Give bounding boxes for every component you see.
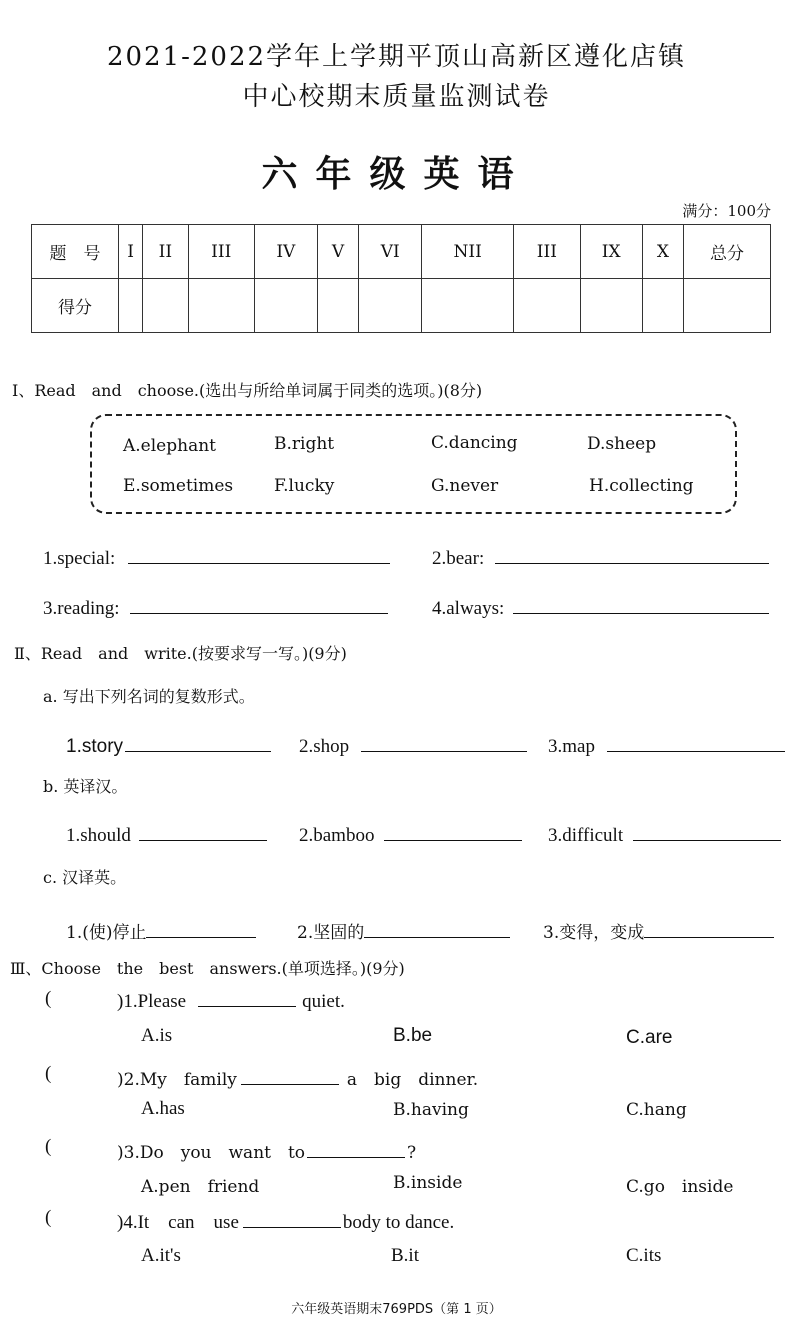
section-3-heading: Ⅲ、Choose the best answers.(单项选择。)(9分) bbox=[10, 959, 405, 978]
s3-question-2: )2.My family a big dinner. bbox=[117, 1065, 478, 1090]
score-cell[interactable] bbox=[254, 279, 317, 333]
col-10: X bbox=[642, 225, 683, 279]
score-cell[interactable] bbox=[684, 279, 771, 333]
option-c: C.dancing bbox=[431, 433, 518, 453]
answer-blank[interactable] bbox=[513, 595, 769, 614]
s2c-item-2: 2.坚固的 bbox=[297, 918, 510, 943]
answer-blank[interactable] bbox=[128, 545, 390, 564]
answer-blank[interactable] bbox=[495, 545, 769, 564]
options-box bbox=[90, 414, 737, 514]
paren: ( bbox=[45, 1207, 52, 1228]
part-b-label: b. 英译汉。 bbox=[43, 777, 128, 796]
score-cell[interactable] bbox=[422, 279, 514, 333]
col-5: V bbox=[317, 225, 359, 279]
option-h: H.collecting bbox=[589, 476, 694, 496]
q4-option-c[interactable]: C.its bbox=[626, 1245, 662, 1266]
main-title: 六年级英语 bbox=[261, 153, 532, 195]
answer-blank[interactable] bbox=[146, 919, 256, 938]
table-header-label: 题 号 bbox=[32, 225, 119, 279]
answer-blank[interactable] bbox=[241, 1066, 339, 1085]
col-1: I bbox=[119, 225, 143, 279]
answer-blank[interactable] bbox=[644, 919, 774, 938]
score-cell[interactable] bbox=[119, 279, 143, 333]
option-d: D.sheep bbox=[587, 434, 657, 454]
answer-blank[interactable] bbox=[198, 988, 296, 1007]
col-9: IX bbox=[580, 225, 642, 279]
s1-question-4: 4.always: bbox=[432, 595, 769, 620]
col-7: NII bbox=[422, 225, 514, 279]
score-cell[interactable] bbox=[317, 279, 359, 333]
option-a: A.elephant bbox=[123, 436, 216, 456]
title-line-1: 2021-2022学年上学期平顶山高新区遵化店镇 bbox=[106, 42, 687, 72]
score-cell[interactable] bbox=[514, 279, 580, 333]
answer-blank[interactable] bbox=[130, 595, 388, 614]
option-b: B.right bbox=[274, 434, 335, 454]
s2c-item-1: 1.(使)停止 bbox=[66, 918, 256, 943]
paren: ( bbox=[45, 988, 52, 1009]
s2a-item-3: 3.map bbox=[548, 733, 785, 758]
col-6: VI bbox=[359, 225, 422, 279]
s1-question-2: 2.bear: bbox=[432, 545, 769, 570]
s3-question-3: )3.Do you want to ? bbox=[117, 1138, 416, 1163]
paren: ( bbox=[45, 1063, 52, 1084]
full-score: 满分：100分 bbox=[682, 202, 771, 220]
answer-blank[interactable] bbox=[125, 733, 271, 752]
answer-blank[interactable] bbox=[607, 733, 785, 752]
part-a-label: a. 写出下列名词的复数形式。 bbox=[43, 687, 255, 706]
q3-option-c[interactable]: C.go inside bbox=[626, 1177, 734, 1197]
answer-blank[interactable] bbox=[139, 822, 267, 841]
q1-option-b[interactable]: B.be bbox=[393, 1025, 433, 1046]
title-line-2: 中心校期末质量监测试卷 bbox=[242, 82, 551, 112]
s2a-item-2: 2.shop bbox=[299, 733, 527, 758]
score-cell[interactable] bbox=[642, 279, 683, 333]
answer-blank[interactable] bbox=[384, 822, 522, 841]
s3-question-1: )1.Please quiet. bbox=[117, 988, 345, 1013]
s2a-item-1: 1.story bbox=[66, 733, 271, 758]
page-footer: 六年级英语期末769PDS（第 1 页） bbox=[291, 1302, 502, 1317]
q4-option-b[interactable]: B.it bbox=[391, 1245, 419, 1266]
total-label: 总分 bbox=[684, 225, 771, 279]
s2b-item-2: 2.bamboo bbox=[299, 822, 522, 847]
s2c-item-3: 3.变得，变成 bbox=[543, 918, 774, 943]
option-f: F.lucky bbox=[274, 476, 335, 496]
q2-option-c[interactable]: C.hang bbox=[626, 1100, 687, 1120]
q1-option-c[interactable]: C.are bbox=[626, 1027, 673, 1048]
col-8: III bbox=[514, 225, 580, 279]
score-cell[interactable] bbox=[359, 279, 422, 333]
q2-option-a[interactable]: A.has bbox=[141, 1098, 185, 1119]
score-cell[interactable] bbox=[143, 279, 188, 333]
col-4: IV bbox=[254, 225, 317, 279]
option-g: G.never bbox=[431, 476, 499, 496]
score-cell[interactable] bbox=[188, 279, 254, 333]
answer-blank[interactable] bbox=[633, 822, 781, 841]
s2b-item-3: 3.difficult bbox=[548, 822, 781, 847]
q3-option-b[interactable]: B.inside bbox=[393, 1173, 463, 1193]
answer-blank[interactable] bbox=[243, 1209, 341, 1228]
option-e: E.sometimes bbox=[123, 476, 234, 496]
q3-option-a[interactable]: A.pen friend bbox=[141, 1177, 260, 1197]
s3-question-4: )4.It can use body to dance. bbox=[117, 1207, 454, 1234]
answer-blank[interactable] bbox=[307, 1139, 405, 1158]
section-1-heading: I、Read and choose.(选出与所给单词属于同类的选项。)(8分) bbox=[12, 381, 483, 400]
answer-blank[interactable] bbox=[364, 919, 510, 938]
part-c-label: c. 汉译英。 bbox=[43, 868, 127, 887]
col-3: III bbox=[188, 225, 254, 279]
score-cell[interactable] bbox=[580, 279, 642, 333]
q2-option-b[interactable]: B.having bbox=[393, 1100, 469, 1120]
q1-option-a[interactable]: A.is bbox=[141, 1025, 173, 1046]
paren: ( bbox=[45, 1136, 52, 1157]
col-2: II bbox=[143, 225, 188, 279]
s1-question-3: 3.reading: bbox=[43, 595, 388, 620]
answer-blank[interactable] bbox=[361, 733, 527, 752]
score-table bbox=[31, 224, 771, 333]
q4-option-a[interactable]: A.it's bbox=[141, 1245, 181, 1266]
section-2-heading: Ⅱ、Read and write.(按要求写一写。)(9分) bbox=[14, 644, 347, 663]
score-row-label: 得分 bbox=[32, 279, 119, 333]
s1-question-1: 1.special: bbox=[43, 545, 390, 570]
s2b-item-1: 1.should bbox=[66, 822, 267, 847]
